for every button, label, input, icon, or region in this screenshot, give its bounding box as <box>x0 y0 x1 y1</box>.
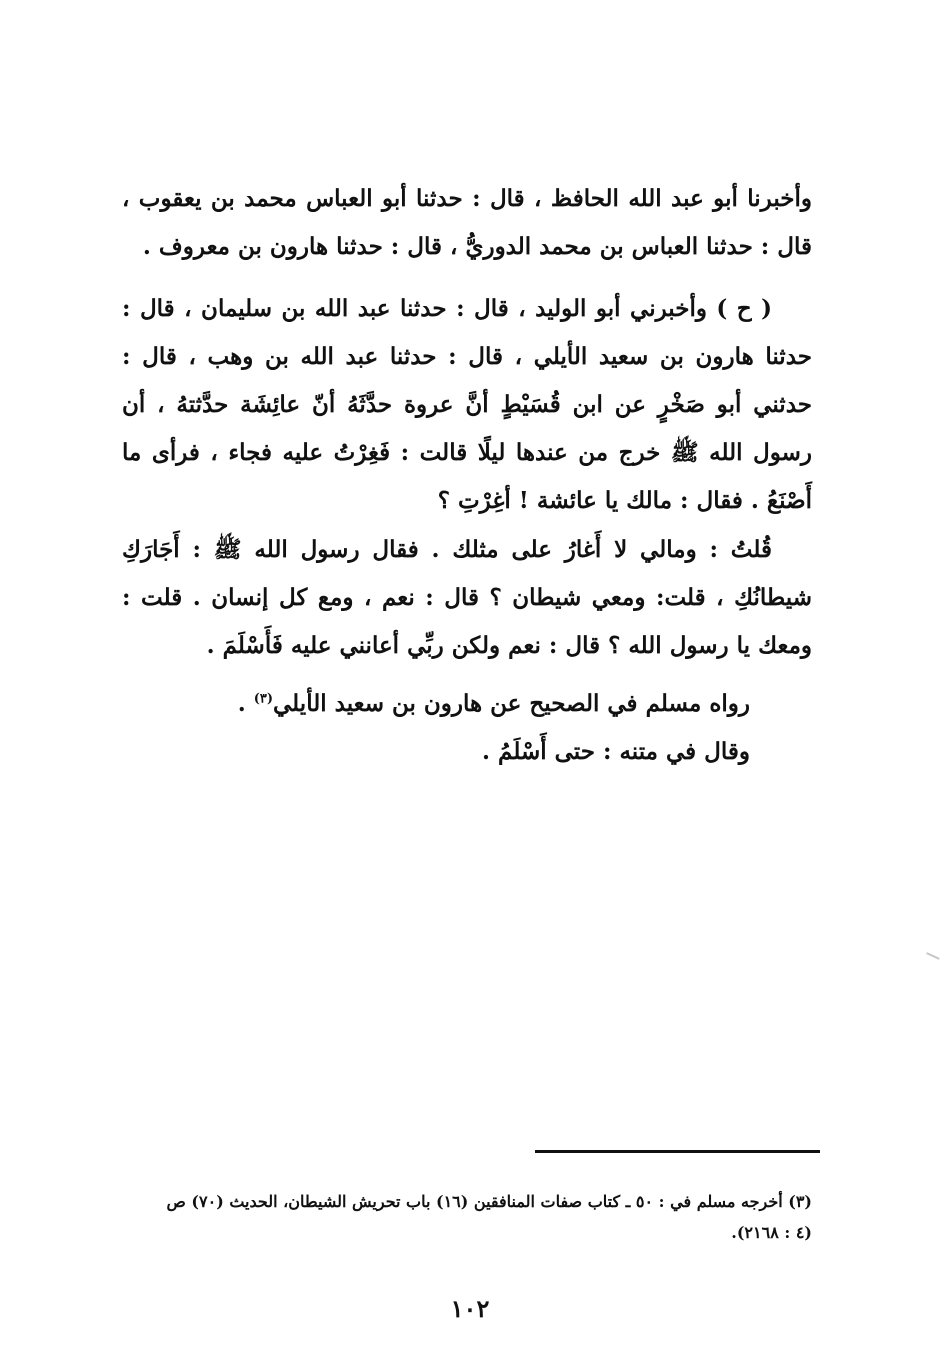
footnote-reference[interactable]: (٣) <box>253 691 274 707</box>
paragraph-hadith-text: قُلتُ : ومالي لا أَغارُ على مثلك . فقال رسول الله ﷺ : أَجَارَكِ شيطانُكِ ، قلت: ومعي شيطان ؟ قال : نعم ، ومع كل إنسان . قلت : ومعك يا رسول الله ؟ قال : نعم ولكن ربِّي أعانني عليه فَأَسْلَمَ . <box>122 536 812 659</box>
paragraph-narration <box>150 680 750 776</box>
narration-line-1 <box>150 680 750 728</box>
footnote-divider <box>535 1150 820 1153</box>
narration-line-1-text: رواه مسلم في الصحيح عن هارون بن سعيد الأيلي <box>273 690 750 717</box>
paragraph-isnad-1: وأخبرنا أبو عبد الله الحافظ ، قال : حدثنا أبو العباس محمد بن يعقوب ، قال : حدثنا العباس بن محمد الدوريُّ ، قال : حدثنا هارون بن معروف . <box>122 185 812 260</box>
narration-line-1-end: . <box>237 690 254 717</box>
footnote-line-2: (٤ : ٢١٦٨). <box>731 1223 812 1242</box>
page-number: ١٠٢ <box>450 1294 490 1323</box>
scan-artifact <box>926 952 940 960</box>
footnote <box>112 1186 812 1248</box>
footnote-line-1: (٣) أخرجه مسلم في : ٥٠ ـ كتاب صفات المنافقين (١٦) باب تحريش الشيطان، الحديث (٧٠) ص <box>166 1192 812 1211</box>
paragraph-hadith-chain: ( ح ) وأخبرني أبو الوليد ، قال : حدثنا عبد الله بن سليمان ، قال : حدثنا هارون بن سعيد الأيلي ، قال : حدثنا عبد الله بن وهب ، قال : حدثني أبو صَخْرٍ عن ابن قُسَيْطٍ أنَّ عروة حدَّثَهُ أنّ عائِشَة حدَّثتهُ ، أن رسول الله ﷺ خرج من عندها ليلًا قالت : فَغِرْتُ عليه فجاء ، فرأى ما أَصْنَعُ . فقال : مالك يا عائشة ! أغِرْتِ ؟ <box>122 295 812 514</box>
narration-line-2: وقال في متنه : حتى أَسْلَمُ . <box>482 738 750 765</box>
